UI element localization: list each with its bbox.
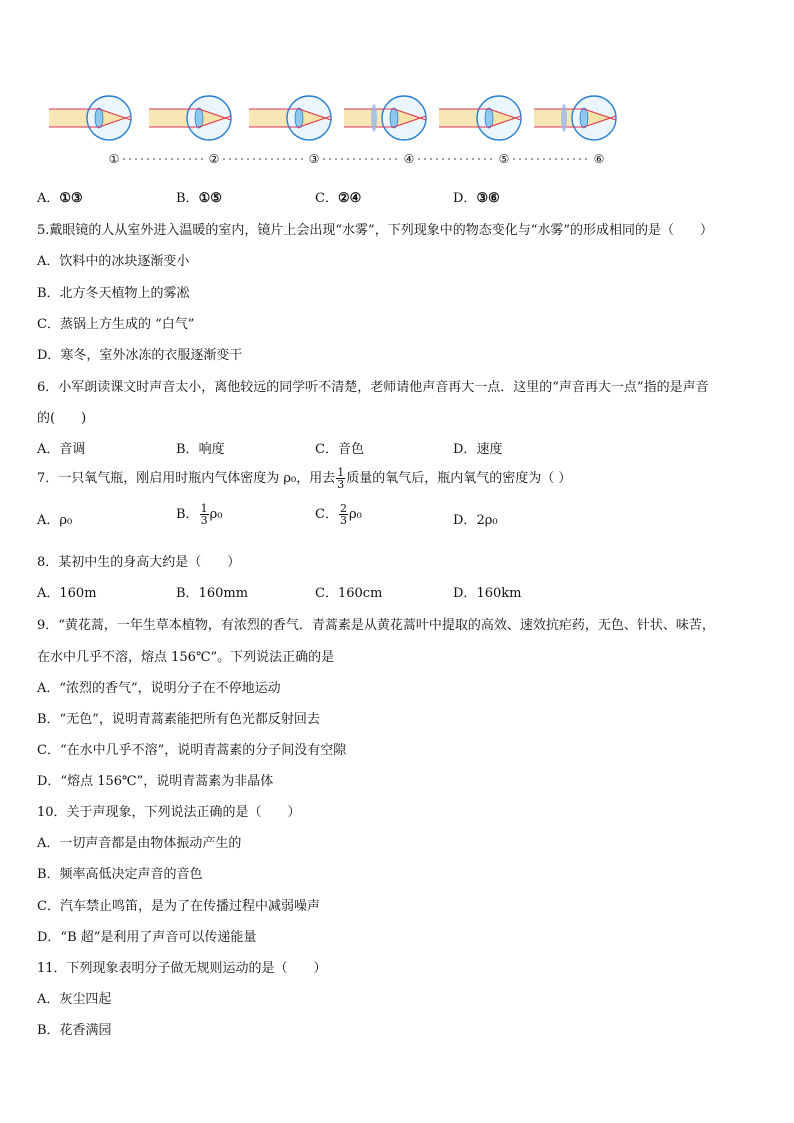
q8-option-d[interactable]: D．160km [453,586,522,601]
q4-option-c[interactable]: C．②④ [315,191,362,206]
q11-option-b[interactable]: B．花香满园 [37,1023,112,1038]
eye-diagram-5 [439,96,521,140]
q4-options [37,187,757,207]
q4-option-b[interactable]: B．①⑤ [176,191,222,206]
eye-label-3: ③ [308,152,320,166]
q7-option-c[interactable]: C． $\frac{2}{3}$ ρ₀ [315,502,362,527]
q10-option-d[interactable]: D．“B 超”是利用了声音可以传递能量 [37,930,257,945]
q7-option-a[interactable]: A．ρ₀ [37,513,73,528]
q9-stem-line1: 9．“黄花蒿，一年生草本植物，有浓烈的香气．青蒿素是从黄花蒿叶中提取的高效、速效抗疟药，无色、针状、味苦， [37,618,715,633]
eye-diagram-1 [49,96,131,140]
q7-frac-num: 1 [337,466,345,479]
q11-stem: 11．下列现象表明分子做无规则运动的是（ ） [37,961,327,976]
q6-stem-line2: 的( ) [37,411,87,426]
q5-option-b[interactable]: B．北方冬天植物上的雾凇 [37,286,190,301]
q5-option-a[interactable]: A．饮料中的冰块逐渐变小 [37,254,190,269]
q8-stem: 8．某初中生的身高大约是（ ） [37,555,241,570]
q8-option-c[interactable]: C．160cm [315,586,383,601]
q6-option-d[interactable]: D．速度 [453,442,503,457]
eye-diagram-6 [534,96,616,140]
q6-option-c[interactable]: C．音色 [315,442,364,457]
q7-stem-before: 7．一只氧气瓶，刚启用时瓶内气体密度为 ρ₀，用去 [37,471,336,486]
q7-stem-after: 质量的氧气后，瓶内氧气的密度为（ ） [346,471,572,486]
q7-option-b[interactable]: B． $\frac{1}{3}$ ρ₀ [176,502,223,527]
q8-option-b[interactable]: B．160mm [176,586,249,601]
q9-stem-line2: 在水中几乎不溶，熔点 156℃”。下列说法正确的是 [37,650,335,665]
q6-option-b[interactable]: B．响度 [176,442,225,457]
eye-diagram-2 [149,96,231,140]
q6-stem-line1: 6．小军朗读课文时声音太小，离他较远的同学听不清楚，老师请他声音再大一点．这里的“声音再大一点”指的是声音 [37,380,709,395]
eye-label-1: ① [108,152,120,166]
q9-option-d[interactable]: D．“熔点 156℃”，说明青蒿素为非晶体 [37,774,274,789]
q11-option-a[interactable]: A．灰尘四起 [37,992,112,1007]
q9-option-a[interactable]: A．“浓烈的香气”，说明分子在不停地运动 [37,681,281,696]
q9-option-b[interactable]: B．“无色”，说明青蒿素能把所有色光都反射回去 [37,712,320,727]
q8-options [37,582,757,602]
q10-option-b[interactable]: B．频率高低决定声音的音色 [37,867,203,882]
eye-diagram-3 [249,96,331,140]
q4-option-a[interactable]: A．①③ [37,191,83,206]
eye-diagram-figure [44,90,634,170]
q4-option-d[interactable]: D．③⑥ [453,191,500,206]
eye-diagram-4 [344,96,426,140]
q7-stem [37,467,571,490]
q7-fraction [336,467,345,490]
q8-option-a[interactable]: A．160m [37,586,97,601]
eye-label-5: ⑤ [498,152,510,166]
q6-option-a[interactable]: A．音调 [37,442,86,457]
q7-option-d[interactable]: D．2ρ₀ [453,513,498,528]
q5-option-d[interactable]: D．寒冬，室外冰冻的衣服逐渐变干 [37,348,243,363]
q7-options [37,502,757,529]
q5-option-c[interactable]: C．蒸锅上方生成的 “白气” [37,317,195,332]
q9-option-c[interactable]: C．“在水中几乎不溶”，说明青蒿素的分子间没有空隙 [37,743,347,758]
q5-stem: 5.戴眼镜的人从室外进入温暖的室内，镜片上会出现“水雾”，下列现象中的物态变化与“水雾”的形成相同的是（ ） [37,223,713,238]
eye-label-6: ⑥ [593,152,605,166]
eye-label-2: ② [208,152,220,166]
eye-label-4: ④ [403,152,415,166]
q6-options [37,438,757,458]
q10-option-a[interactable]: A．一切声音都是由物体振动产生的 [37,836,242,851]
q7-frac-den: 3 [337,478,345,491]
q10-option-c[interactable]: C．汽车禁止鸣笛，是为了在传播过程中减弱噪声 [37,899,320,914]
q10-stem: 10．关于声现象，下列说法正确的是（ ） [37,805,301,820]
